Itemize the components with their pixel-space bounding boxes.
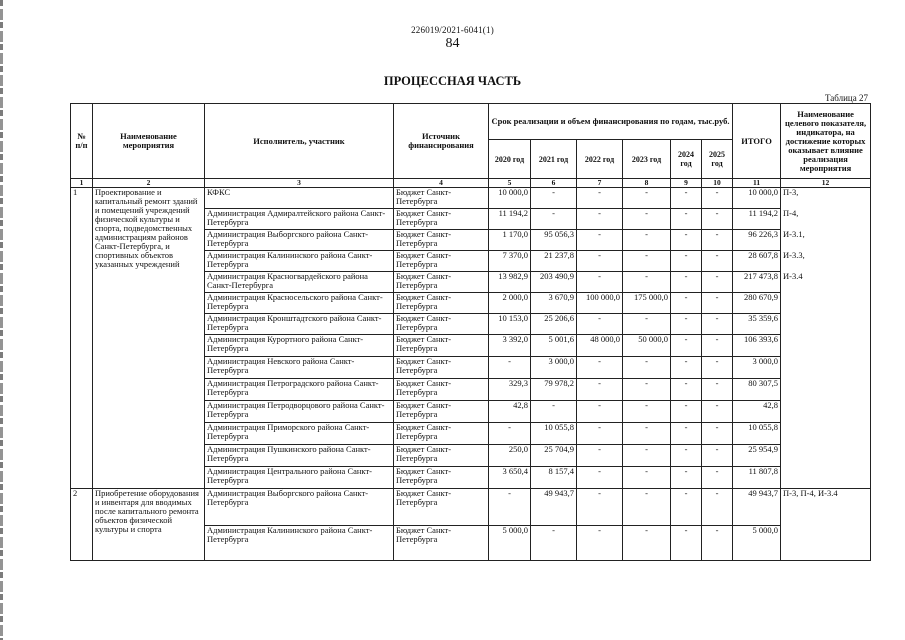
year-value: - [671,251,702,272]
year-value: - [702,489,733,526]
executor: Администрация Выборгского района Санкт-Петербурга [205,230,394,251]
year-value: - [623,230,671,251]
document-id: 226019/2021-6041(1) [411,25,494,35]
row-total: 10 000,0 [733,188,781,209]
indicator [781,423,871,445]
year-value: - [702,209,733,230]
table-label: Таблица 27 [825,93,868,103]
indicator: П-4, [781,209,871,230]
year-value: - [577,314,623,335]
funding-source: Бюджет Санкт-Петербурга [394,272,489,293]
column-number: 3 [205,179,394,188]
scan-edge [0,0,3,640]
year-value: 2 000,0 [489,293,531,314]
header-executor: Исполнитель, участник [205,104,394,179]
year-value: - [671,188,702,209]
funding-source: Бюджет Санкт-Петербурга [394,230,489,251]
row-total: 280 670,9 [733,293,781,314]
year-value: 3 650,4 [489,467,531,489]
year-value: 3 000,0 [531,357,577,379]
row-total: 35 359,6 [733,314,781,335]
year-value: 3 670,9 [531,293,577,314]
column-number: 11 [733,179,781,188]
funding-source: Бюджет Санкт-Петербурга [394,423,489,445]
year-value: - [623,357,671,379]
year-value: - [623,209,671,230]
funding-source: Бюджет Санкт-Петербурга [394,188,489,209]
year-value: - [489,357,531,379]
year-value: - [623,314,671,335]
year-value: - [702,423,733,445]
measure-name: Приобретение оборудования и инвентаря для вводимых после капитального ремонта объектов физической культуры и спорта [93,489,205,561]
indicator [781,314,871,335]
indicator: П-3, П-4, И-3.4 [781,489,871,561]
year-value: 5 000,0 [489,526,531,561]
year-value: 1 170,0 [489,230,531,251]
year-value: - [702,335,733,357]
year-value: - [702,467,733,489]
funding-source: Бюджет Санкт-Петербурга [394,379,489,401]
executor: Администрация Пушкинского района Санкт-Петербурга [205,445,394,467]
year-value: 13 982,9 [489,272,531,293]
year-value: - [531,188,577,209]
column-number: 6 [531,179,577,188]
year-value: - [671,357,702,379]
funding-source: Бюджет Санкт-Петербурга [394,293,489,314]
year-value: - [623,401,671,423]
year-value: - [623,251,671,272]
year-value: - [623,379,671,401]
year-value: - [577,467,623,489]
table-row [71,188,871,209]
header-total: ИТОГО [733,104,781,179]
row-total: 25 954,9 [733,445,781,467]
year-value: 95 056,3 [531,230,577,251]
year-value: - [531,526,577,561]
column-number: 4 [394,179,489,188]
year-value: - [671,379,702,401]
year-value: - [702,251,733,272]
page-title: ПРОЦЕССНАЯ ЧАСТЬ [383,74,522,88]
executor: Администрация Кронштадтского района Санкт-Петербурга [205,314,394,335]
year-value: - [623,489,671,526]
executor: Администрация Красногвардейского района Санкт-Петербурга [205,272,394,293]
row-total: 5 000,0 [733,526,781,561]
header-year: 2021 год [531,140,577,179]
header-indicator: Наименование целевого показателя, индикатора, на достижение которых оказывает влияние реализация мероприятия [781,104,871,179]
indicator [781,467,871,489]
year-value: - [671,445,702,467]
row-total: 11 807,8 [733,467,781,489]
executor: Администрация Адмиралтейского района Санкт-Петербурга [205,209,394,230]
row-total: 11 194,2 [733,209,781,230]
year-value: - [702,401,733,423]
indicator [781,293,871,314]
header-name: Наименование мероприятия [93,104,205,179]
header-year: 2023 год [623,140,671,179]
year-value: - [489,423,531,445]
funding-source: Бюджет Санкт-Петербурга [394,445,489,467]
year-value: 5 001,6 [531,335,577,357]
year-value: 50 000,0 [623,335,671,357]
row-total: 10 055,8 [733,423,781,445]
header-period: Срок реализации и объем финансирования по годам, тыс.руб. [489,104,733,140]
year-value: - [623,467,671,489]
year-value: - [489,489,531,526]
column-number: 1 [71,179,93,188]
year-value: - [702,357,733,379]
funding-source: Бюджет Санкт-Петербурга [394,489,489,526]
column-number: 9 [671,179,702,188]
measure-name: Проектирование и капитальный ремонт зданий и помещений учреждений физической культуры и спорта, подведомственных администрациям районов Санкт-Петербурга, и спортивных объектов указанных учреждений [93,188,205,489]
executor: Администрация Калининского района Санкт-Петербурга [205,251,394,272]
year-value: - [702,272,733,293]
row-no: 1 [71,188,93,489]
row-total: 3 000,0 [733,357,781,379]
table-row [71,489,871,526]
year-value: - [623,272,671,293]
year-value: - [577,445,623,467]
year-value: - [623,423,671,445]
year-value: - [671,335,702,357]
indicator [781,379,871,401]
year-value: 7 370,0 [489,251,531,272]
year-value: - [671,467,702,489]
header-year: 2022 год [577,140,623,179]
year-value: - [577,272,623,293]
indicator [781,357,871,379]
row-total: 28 607,8 [733,251,781,272]
funding-source: Бюджет Санкт-Петербурга [394,467,489,489]
indicator [781,445,871,467]
year-value: - [671,293,702,314]
year-value: 49 943,7 [531,489,577,526]
funding-source: Бюджет Санкт-Петербурга [394,526,489,561]
header-year: 2025 год [702,140,733,179]
indicator: И-3.4 [781,272,871,293]
funding-source: Бюджет Санкт-Петербурга [394,357,489,379]
executor: Администрация Невского района Санкт-Петербурга [205,357,394,379]
year-value: 250,0 [489,445,531,467]
year-value: - [671,209,702,230]
header-year: 2024 год [671,140,702,179]
year-value: 10 153,0 [489,314,531,335]
row-total: 80 307,5 [733,379,781,401]
year-value: - [671,423,702,445]
year-value: - [577,401,623,423]
funding-source: Бюджет Санкт-Петербурга [394,209,489,230]
indicator: И-3.1, [781,230,871,251]
year-value: - [531,209,577,230]
row-total: 106 393,6 [733,335,781,357]
year-value: 175 000,0 [623,293,671,314]
funding-source: Бюджет Санкт-Петербурга [394,401,489,423]
year-value: - [671,401,702,423]
column-number: 10 [702,179,733,188]
year-value: - [702,526,733,561]
year-value: - [702,188,733,209]
executor: Администрация Красносельского района Санкт-Петербурга [205,293,394,314]
executor: Администрация Петроградского района Санкт-Петербурга [205,379,394,401]
executor: Администрация Курортного района Санкт-Петербурга [205,335,394,357]
year-value: 203 490,9 [531,272,577,293]
year-value: 10 000,0 [489,188,531,209]
row-total: 96 226,3 [733,230,781,251]
year-value: - [577,489,623,526]
year-value: 48 000,0 [577,335,623,357]
column-number: 2 [93,179,205,188]
year-value: 8 157,4 [531,467,577,489]
row-total: 42,8 [733,401,781,423]
executor: Администрация Центрального района Санкт-Петербурга [205,467,394,489]
year-value: - [671,230,702,251]
year-value: - [702,230,733,251]
year-value: 25 704,9 [531,445,577,467]
year-value: - [577,357,623,379]
year-value: - [623,188,671,209]
row-no: 2 [71,489,93,561]
header-year: 2020 год [489,140,531,179]
indicator: И-3.3, [781,251,871,272]
year-value: - [531,401,577,423]
funding-source: Бюджет Санкт-Петербурга [394,335,489,357]
column-number: 12 [781,179,871,188]
year-value: - [577,209,623,230]
indicator [781,335,871,357]
year-value: - [671,272,702,293]
year-value: 10 055,8 [531,423,577,445]
column-number: 7 [577,179,623,188]
year-value: 100 000,0 [577,293,623,314]
funding-source: Бюджет Санкт-Петербурга [394,251,489,272]
year-value: 79 978,2 [531,379,577,401]
indicator: П-3, [781,188,871,209]
funding-source: Бюджет Санкт-Петербурга [394,314,489,335]
year-value: - [577,230,623,251]
year-value: - [577,379,623,401]
indicator [781,401,871,423]
executor: Администрация Петродворцового района Санкт-Петербурга [205,401,394,423]
year-value: 21 237,8 [531,251,577,272]
year-value: - [623,526,671,561]
year-value: - [671,489,702,526]
executor: КФКС [205,188,394,209]
executor: Администрация Калининского района Санкт-Петербурга [205,526,394,561]
year-value: - [577,251,623,272]
year-value: - [623,445,671,467]
year-value: 3 392,0 [489,335,531,357]
year-value: - [702,445,733,467]
column-number: 5 [489,179,531,188]
executor: Администрация Приморского района Санкт-Петербурга [205,423,394,445]
year-value: - [577,188,623,209]
funding-table [70,103,871,561]
year-value: - [577,526,623,561]
year-value: - [702,314,733,335]
year-value: 329,3 [489,379,531,401]
year-value: - [577,423,623,445]
row-total: 217 473,8 [733,272,781,293]
year-value: - [671,526,702,561]
header-no: № п/п [71,104,93,179]
year-value: 25 206,6 [531,314,577,335]
year-value: 11 194,2 [489,209,531,230]
year-value: 42,8 [489,401,531,423]
year-value: - [671,314,702,335]
header-source: Источник финансирования [394,104,489,179]
executor: Администрация Выборгского района Санкт-Петербурга [205,489,394,526]
column-number: 8 [623,179,671,188]
year-value: - [702,293,733,314]
row-total: 49 943,7 [733,489,781,526]
page-number: 84 [445,36,460,51]
year-value: - [702,379,733,401]
